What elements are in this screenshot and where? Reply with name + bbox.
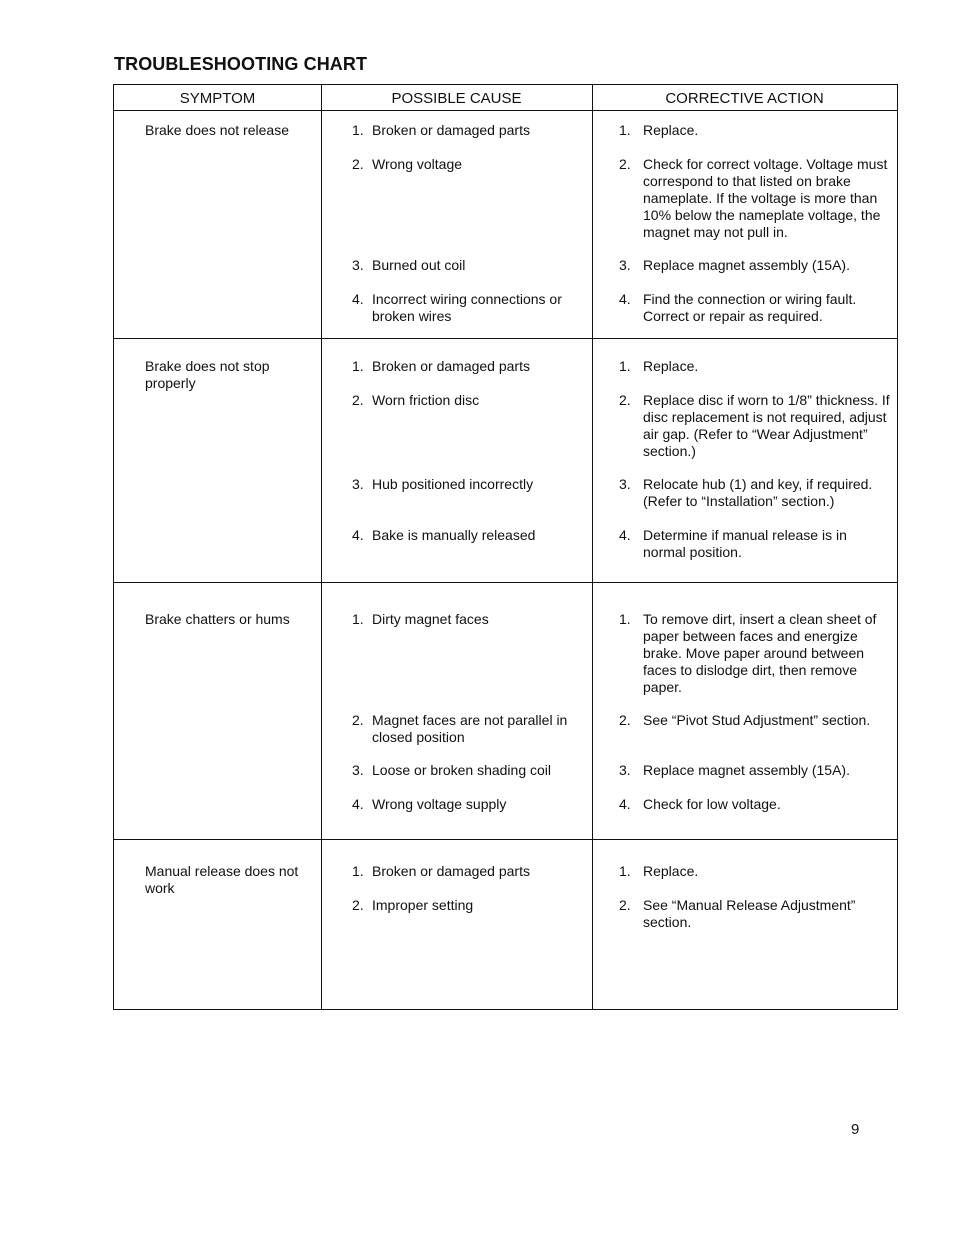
action-text: Check for correct voltage. Voltage must correspond to that listed on brake nameplate. If the voltage is more than 10% below the nameplate voltage, the magnet may not pull in.: [643, 156, 888, 240]
cause-item: [352, 796, 592, 813]
cause-text: Broken or damaged parts: [372, 863, 530, 879]
cause-number: 4.: [352, 291, 364, 307]
cause-number: 1.: [352, 122, 364, 138]
cause-text: Magnet faces are not parallel in closed position: [372, 712, 568, 745]
action-number: 4.: [619, 527, 631, 543]
action-number: 1.: [619, 611, 631, 627]
action-number: 1.: [619, 863, 631, 879]
action-item: [619, 611, 891, 696]
action-item: [619, 863, 891, 880]
cause-item: [352, 712, 592, 746]
action-item: [619, 358, 891, 375]
header-symptom: SYMPTOM: [179, 90, 256, 107]
action-text: Check for low voltage.: [643, 796, 781, 812]
cause-number: 2.: [352, 897, 364, 913]
cause-text: Improper setting: [372, 897, 474, 913]
column-divider: [592, 85, 593, 1009]
symptom-cell: Brake chatters or hums: [145, 611, 290, 627]
cause-text: Broken or damaged parts: [372, 122, 530, 138]
cause-number: 3.: [352, 257, 364, 273]
cause-text: Hub positioned incorrectly: [372, 476, 534, 492]
action-text: Replace.: [643, 358, 699, 374]
cause-item: [352, 762, 592, 779]
action-text: Replace.: [643, 122, 699, 138]
cause-item: [352, 476, 592, 493]
cause-item: [352, 392, 592, 409]
cause-item: [352, 863, 592, 880]
action-text: Replace disc if worn to 1/8” thickness. If disc replacement is not required, adjust air gap. (Refer to “Wear Adjustment” section.): [643, 392, 890, 459]
cause-item: [352, 527, 592, 544]
cause-number: 2.: [352, 392, 364, 408]
page-number: 9: [851, 1121, 860, 1138]
row-divider: [114, 582, 897, 583]
cause-number: 3.: [352, 762, 364, 778]
action-text: To remove dirt, insert a clean sheet of paper between faces and energize brake. Move paper around between faces to dislodge dirt, then remove paper.: [643, 611, 877, 695]
cause-text: Broken or damaged parts: [372, 358, 530, 374]
action-number: 2.: [619, 392, 631, 408]
action-number: 2.: [619, 712, 631, 728]
cause-text: Worn friction disc: [372, 392, 480, 408]
action-item: [619, 712, 891, 729]
cause-number: 1.: [352, 358, 364, 374]
action-item: [619, 392, 891, 460]
cause-text: Incorrect wiring connections or broken wires: [372, 291, 562, 324]
cause-text: Wrong voltage supply: [372, 796, 507, 812]
action-item: [619, 796, 891, 813]
action-item: [619, 122, 891, 139]
cause-number: 2.: [352, 156, 364, 172]
cause-number: 4.: [352, 527, 364, 543]
cause-text: Dirty magnet faces: [372, 611, 489, 627]
row-divider: [114, 338, 897, 339]
cause-item: [352, 897, 592, 914]
action-text: Replace.: [643, 863, 699, 879]
action-text: Replace magnet assembly (15A).: [643, 257, 850, 273]
cause-text: Wrong voltage: [372, 156, 463, 172]
cause-number: 2.: [352, 712, 364, 728]
cause-item: [352, 257, 592, 274]
page-title: TROUBLESHOOTING CHART: [114, 54, 368, 74]
action-item: [619, 897, 859, 931]
cause-item: [352, 156, 592, 173]
cause-item: [352, 358, 592, 375]
action-number: 2.: [619, 156, 631, 172]
cause-text: Bake is manually released: [372, 527, 536, 543]
action-number: 3.: [619, 257, 631, 273]
action-number: 2.: [619, 897, 631, 913]
symptom-cell: Brake does not stop properly: [145, 358, 270, 391]
action-item: [619, 476, 891, 510]
cause-number: 3.: [352, 476, 364, 492]
troubleshooting-table: [113, 84, 898, 1010]
action-item: [619, 156, 891, 241]
cause-item: [352, 122, 592, 139]
action-number: 1.: [619, 122, 631, 138]
action-text: See “Manual Release Adjustment” section.: [643, 897, 856, 930]
header-corrective-action: CORRECTIVE ACTION: [665, 90, 824, 107]
action-item: [619, 527, 891, 561]
cause-item: [352, 611, 592, 628]
action-text: Find the connection or wiring fault. Correct or repair as required.: [643, 291, 857, 324]
cause-item: [352, 291, 572, 325]
action-number: 3.: [619, 476, 631, 492]
action-item: [619, 257, 891, 274]
action-number: 1.: [619, 358, 631, 374]
action-item: [619, 762, 891, 779]
action-item: [619, 291, 891, 325]
action-number: 4.: [619, 796, 631, 812]
action-text: Determine if manual release is in normal position.: [643, 527, 847, 560]
cause-number: 1.: [352, 611, 364, 627]
cause-number: 4.: [352, 796, 364, 812]
header-possible-cause: POSSIBLE CAUSE: [391, 90, 522, 107]
action-number: 3.: [619, 762, 631, 778]
action-text: Relocate hub (1) and key, if required. (Refer to “Installation” section.): [643, 476, 873, 509]
cause-number: 1.: [352, 863, 364, 879]
symptom-cell: Manual release does not work: [145, 863, 299, 896]
cause-text: Burned out coil: [372, 257, 466, 273]
action-text: Replace magnet assembly (15A).: [643, 762, 850, 778]
cause-text: Loose or broken shading coil: [372, 762, 552, 778]
symptom-cell: Brake does not release: [145, 122, 289, 138]
action-text: See “Pivot Stud Adjustment” section.: [643, 712, 871, 728]
action-number: 4.: [619, 291, 631, 307]
row-divider: [114, 839, 897, 840]
column-divider: [321, 85, 322, 1009]
